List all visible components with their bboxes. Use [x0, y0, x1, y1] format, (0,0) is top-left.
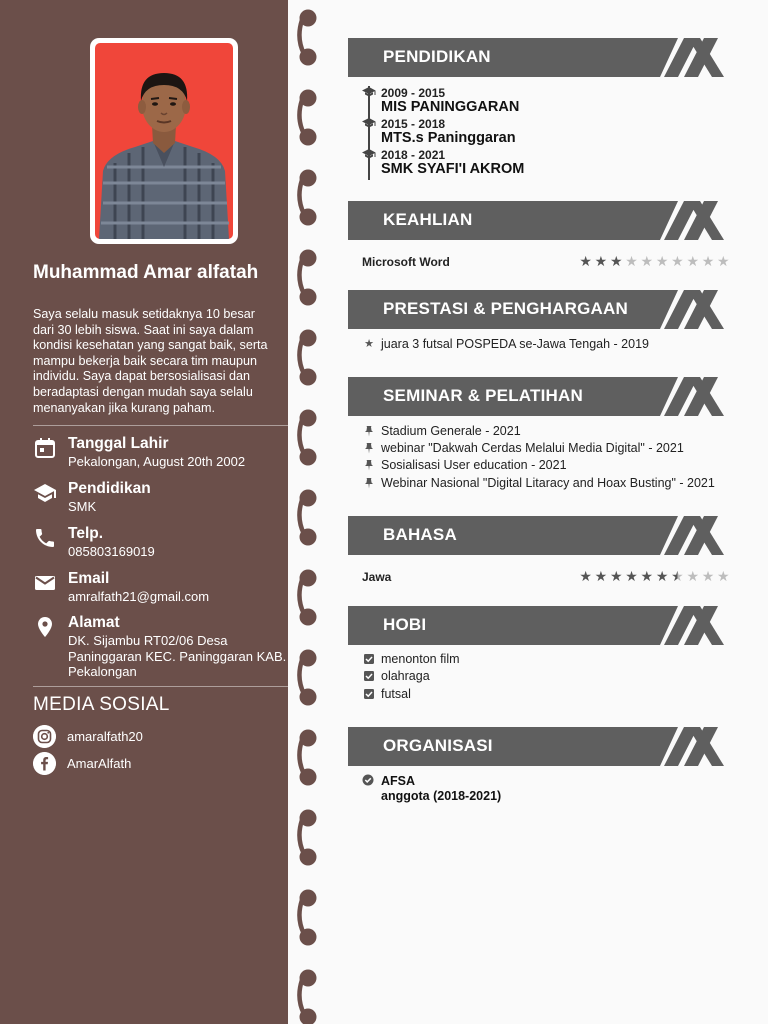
- email-icon: [33, 571, 57, 595]
- info-title: Tanggal Lahir: [68, 435, 169, 452]
- section-title: ORGANISASI: [383, 736, 493, 755]
- graduation-cap-icon: [362, 117, 376, 129]
- spiral-ring: [294, 888, 322, 950]
- spiral-ring: [294, 408, 322, 470]
- checkbox-icon: [363, 653, 375, 665]
- seminar-text: Webinar Nasional "Digital Litaracy and Hoax Busting" - 2021: [381, 476, 715, 490]
- hobby-item: [363, 652, 743, 668]
- sidebar: [0, 0, 288, 1024]
- info-title: Alamat: [68, 614, 120, 631]
- social-facebook[interactable]: [33, 752, 263, 776]
- about-line: mampu bekerja baik secara tim maupun: [33, 353, 257, 368]
- section-header-seminars: [348, 377, 732, 416]
- spiral-ring: [294, 488, 322, 550]
- section-header-skills: [348, 201, 732, 240]
- spiral-ring: [294, 88, 322, 150]
- achievement-text: juara 3 futsal POSPEDA se-Jawa Tengah - 2019: [381, 337, 649, 351]
- education-years: 2009 - 2015: [381, 86, 446, 100]
- graduation-cap-icon: [33, 481, 57, 505]
- info-value: [68, 544, 155, 560]
- organization-role: anggota (2018-2021): [381, 789, 502, 803]
- education-school: SMK SYAFI'I AKROM: [381, 161, 525, 177]
- section-header-organization: [348, 727, 732, 766]
- info-title: Pendidikan: [68, 480, 151, 497]
- info-value-line: Paninggaran KEC. Paninggaran KAB.: [68, 648, 287, 664]
- section-title: PENDIDIKAN: [383, 47, 491, 66]
- hobby-item: [363, 687, 743, 703]
- seminar-text: Stadium Generale - 2021: [381, 424, 521, 438]
- organization-name: AFSA: [381, 774, 416, 788]
- full-name: Muhammad Amar alfatah: [33, 262, 259, 283]
- seminar-text: webinar "Dakwah Cerdas Melalui Media Digital" - 2021: [381, 441, 684, 455]
- star-icon: ★: [655, 253, 669, 269]
- spiral-ring: [294, 648, 322, 710]
- social-label: amaralfath20: [67, 729, 143, 744]
- graduation-cap-icon: [362, 86, 376, 98]
- education-years: 2018 - 2021: [381, 148, 446, 162]
- pin-icon: [363, 477, 375, 489]
- star-icon: ★: [717, 568, 730, 584]
- check-circle-icon: [362, 774, 374, 786]
- spiral-ring: [294, 968, 322, 1024]
- spiral-ring: [294, 328, 322, 390]
- skill-label: Microsoft Word: [362, 255, 450, 269]
- about-line: kondisi kesehatan yang sangat baik, serta: [33, 338, 268, 353]
- seminar-item: [363, 441, 743, 457]
- location-pin-icon: [33, 615, 57, 639]
- section-header-languages: [348, 516, 732, 555]
- spiral-ring: [294, 568, 322, 630]
- section-header-achievements: [348, 290, 732, 329]
- info-value-line: SMK: [68, 499, 97, 514]
- hobby-text: futsal: [381, 687, 411, 701]
- star-icon: ★: [364, 338, 374, 350]
- section-title: PRESTASI & PENGHARGAAN: [383, 299, 628, 318]
- info-value: [68, 633, 286, 680]
- star-icon: ★: [594, 568, 608, 584]
- about-line: individu. Saya dapat bersosialisasi dan: [33, 369, 251, 384]
- about-line: Saya selalu masuk setidaknya 10 besar: [33, 307, 255, 321]
- info-value-line: 085803169019: [68, 544, 155, 559]
- divider: [33, 686, 288, 687]
- education-school: MIS PANINGGARAN: [381, 99, 520, 115]
- info-value-line: Pekalongan, August 20th 2002: [68, 454, 246, 469]
- hobby-item: [363, 669, 743, 685]
- graduation-cap-icon: [362, 148, 376, 160]
- social-instagram[interactable]: [33, 725, 263, 749]
- pin-icon: [363, 425, 375, 437]
- facebook-icon: [33, 752, 56, 775]
- star-icon: ★: [579, 253, 592, 269]
- star-icon: ★: [625, 568, 638, 584]
- seminar-item: [363, 458, 743, 474]
- star-icon: ★: [701, 568, 715, 584]
- info-title: Email: [68, 570, 110, 587]
- star-icon: ★: [594, 253, 608, 269]
- profile-photo-frame: [90, 38, 238, 244]
- about-line: beradaptasi dengan mudah saya selalu: [33, 384, 253, 399]
- social-media-heading: MEDIA SOSIAL: [33, 694, 170, 715]
- phone-icon: [33, 526, 57, 550]
- instagram-icon: [33, 725, 56, 748]
- star-icon: ★: [625, 253, 638, 269]
- pin-icon: [363, 442, 375, 454]
- section-title: BAHASA: [383, 525, 457, 544]
- seminar-text: Sosialisasi User education - 2021: [381, 458, 567, 472]
- star-icon: ★: [655, 568, 669, 584]
- pin-icon: [363, 459, 375, 471]
- star-icon: ★: [717, 253, 730, 269]
- spiral-ring: [294, 248, 322, 310]
- about-line: dari 30 lebih siswa. Saat ini saya dalam: [33, 322, 254, 337]
- star-icon: ★: [640, 253, 654, 269]
- seminar-item: [363, 424, 743, 440]
- about-text: [33, 307, 288, 416]
- star-icon: ★: [671, 568, 684, 584]
- spiral-ring: [294, 8, 322, 70]
- checkbox-icon: [363, 688, 375, 700]
- section-title: SEMINAR & PELATIHAN: [383, 386, 583, 405]
- star-icon: ★: [701, 253, 715, 269]
- info-value-line: DK. Sijambu RT02/06 Desa: [68, 633, 228, 648]
- info-value-line: amralfath21@gmail.com: [68, 589, 210, 604]
- education-years: 2015 - 2018: [381, 117, 446, 131]
- calendar-icon: [33, 436, 57, 460]
- achievement-item: [363, 337, 743, 353]
- skill-rating: [578, 254, 731, 268]
- star-icon: ★: [640, 568, 654, 584]
- checkbox-icon: [363, 670, 375, 682]
- star-icon: ★: [609, 253, 623, 269]
- star-icon: ★: [609, 568, 623, 584]
- section-title: KEAHLIAN: [383, 210, 473, 229]
- info-value: [68, 454, 245, 470]
- star-icon: ★: [671, 253, 684, 269]
- language-rating: [578, 569, 731, 583]
- language-label: Jawa: [362, 570, 392, 584]
- spiral-ring: [294, 808, 322, 870]
- star-icon: ★: [686, 568, 699, 584]
- info-value: [68, 499, 96, 515]
- profile-photo: [95, 43, 233, 239]
- info-title: Telp.: [68, 525, 104, 542]
- seminar-item: [363, 476, 743, 492]
- section-header-hobbies: [348, 606, 732, 645]
- star-icon: ★: [686, 253, 699, 269]
- info-value: [68, 589, 209, 605]
- spiral-ring: [294, 728, 322, 790]
- star-icon: ★: [579, 568, 592, 584]
- hobby-text: menonton film: [381, 652, 460, 666]
- social-label: AmarAlfath: [67, 756, 132, 771]
- section-title: HOBI: [383, 615, 427, 634]
- education-school: MTS.s Paninggaran: [381, 130, 516, 146]
- education-timeline: [368, 86, 370, 180]
- info-value-line: Pekalongan: [68, 664, 137, 679]
- spiral-ring: [294, 168, 322, 230]
- about-line: menanyakan jika kurang paham.: [33, 400, 216, 415]
- divider: [33, 425, 288, 426]
- section-header-education: [348, 38, 732, 77]
- hobby-text: olahraga: [381, 669, 430, 683]
